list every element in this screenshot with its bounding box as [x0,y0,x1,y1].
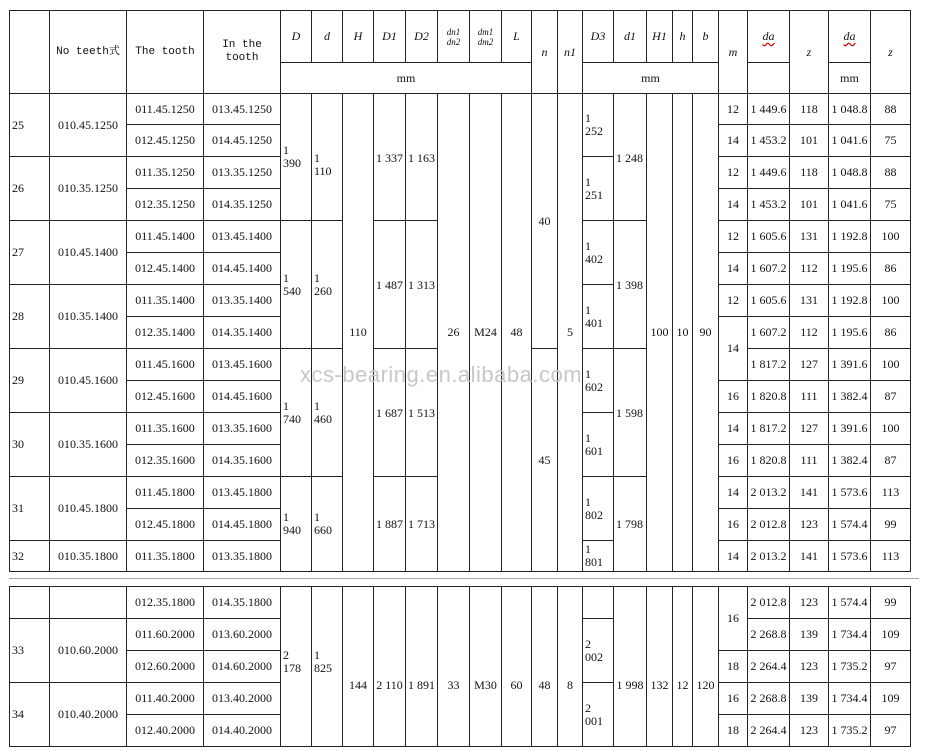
row-number: 31 [10,477,50,541]
dim-d: 1 660 [312,477,343,572]
in-tooth-code: 013.45.1400 [204,221,281,253]
tooth-code: 012.35.1400 [127,317,204,349]
module-m: 14 [719,413,748,445]
page-break-line [9,578,919,579]
header-D3: D3 [583,11,614,63]
tip-diameter: 2 013.2 [748,477,790,509]
in-tooth-code: 014.60.2000 [204,651,281,683]
row-number: 27 [10,221,50,285]
teeth-count: 131 [790,285,829,317]
teeth-count: 127 [790,349,829,381]
teeth-count: 139 [790,683,829,715]
module-m: 18 [719,651,748,683]
in-tooth-code: 014.40.2000 [204,715,281,747]
teeth-count: 111 [790,381,829,413]
inner-teeth-count: 97 [871,715,911,747]
in-tooth-code: 013.45.1600 [204,349,281,381]
dim-D2: 1 891 [406,587,438,747]
module-m: 12 [719,285,748,317]
header-unit-mm: mm [829,63,871,94]
tooth-code: 012.35.1800 [127,587,204,619]
tip-diameter: 1 605.6 [748,285,790,317]
header-dn [438,11,470,63]
inner-tip-diameter: 1 048.8 [829,94,871,125]
tip-diameter: 1 820.8 [748,445,790,477]
inner-teeth-count: 109 [871,619,911,651]
in-tooth-code: 013.45.1800 [204,477,281,509]
module-m: 16 [719,445,748,477]
header-b: b [693,11,719,63]
no-teeth-code: 010.45.1250 [50,94,127,157]
inner-tip-diameter: 1 391.6 [829,413,871,445]
tip-diameter: 2 264.4 [748,715,790,747]
row-number: 32 [10,541,50,572]
dim-D3: 2 001 [583,683,614,747]
dim-d: 1 110 [312,94,343,221]
in-tooth-code: 014.35.1600 [204,445,281,477]
dim-b: 90 [693,94,719,572]
dim-n: 45 [532,349,558,572]
dim-D1: 1 887 [374,477,406,572]
tooth-code: 012.60.2000 [127,651,204,683]
header-dn-bottom: dn2 [446,36,461,47]
header-the-tooth: The tooth [127,11,204,94]
tip-diameter: 1 605.6 [748,221,790,253]
dim-d: 1 260 [312,221,343,349]
in-tooth-code: 014.45.1800 [204,509,281,541]
teeth-count: 101 [790,125,829,157]
tooth-code: 012.35.1250 [127,189,204,221]
tip-diameter: 2 012.8 [748,587,790,619]
in-tooth-code: 013.35.1600 [204,413,281,445]
dim-D: 1 740 [281,349,312,477]
inner-teeth-count: 109 [871,683,911,715]
tooth-code: 011.40.2000 [127,683,204,715]
module-m: 16 [719,381,748,413]
teeth-count: 123 [790,651,829,683]
tip-diameter: 1 449.6 [748,94,790,125]
tip-diameter: 1 817.2 [748,349,790,381]
dim-D3: 2 002 [583,619,614,683]
tooth-code: 012.35.1600 [127,445,204,477]
header-no-teeth: No teeth式 [50,11,127,94]
module-m: 12 [719,94,748,125]
tooth-code: 012.40.2000 [127,715,204,747]
header-dm-bottom: dm2 [477,36,494,47]
dim-D: 1 390 [281,94,312,221]
tooth-code: 011.60.2000 [127,619,204,651]
tooth-code: 011.45.1600 [127,349,204,381]
in-tooth-code: 014.35.1400 [204,317,281,349]
tip-diameter: 2 264.4 [748,651,790,683]
inner-tip-diameter: 1 041.6 [829,189,871,221]
tip-diameter: 2 012.8 [748,509,790,541]
dim-h: 12 [673,587,693,747]
header-dn-top: dn1 [446,26,461,37]
no-teeth-code: 010.40.2000 [50,683,127,747]
header-da-inner: da [829,11,871,63]
dim-D: 2 178 [281,587,312,747]
dim-D3: 1 601 [583,413,614,477]
header-z: z [790,11,829,94]
inner-tip-diameter: 1 573.6 [829,477,871,509]
dim-d: 1 460 [312,349,343,477]
header-d: d [312,11,343,63]
dim-H1: 132 [647,587,673,747]
dim-d1: 1 798 [614,477,647,572]
dim-D3: 1 251 [583,157,614,221]
row-number: 28 [10,285,50,349]
dim-D: 1 540 [281,221,312,349]
module-m: 14 [719,189,748,221]
tooth-code: 011.35.1400 [127,285,204,317]
dim-D1: 2 110 [374,587,406,747]
in-tooth-code: 013.35.1250 [204,157,281,189]
inner-teeth-count: 99 [871,509,911,541]
dim-d1: 1 248 [614,94,647,221]
dim-L: 60 [502,587,532,747]
tip-diameter: 2 268.8 [748,683,790,715]
dim-D1: 1 687 [374,349,406,477]
tip-diameter: 1 453.2 [748,125,790,157]
header-n: n [532,11,558,94]
no-teeth-code: 010.45.1400 [50,221,127,285]
tip-diameter: 1 820.8 [748,381,790,413]
dim-d1: 1 998 [614,587,647,747]
header-da: da [748,11,790,63]
inner-teeth-count: 86 [871,317,911,349]
module-m: 16 [719,587,748,651]
teeth-count: 139 [790,619,829,651]
header-D: D [281,11,312,63]
dim-b: 120 [693,587,719,747]
watermark: xcs-bearing.en.alibaba.com [300,362,583,387]
inner-teeth-count: 75 [871,125,911,157]
inner-teeth-count: 97 [871,651,911,683]
header-m: m [719,11,748,94]
dim-D1: 1 487 [374,221,406,349]
module-m: 12 [719,157,748,189]
header-dm [470,11,502,63]
dim-n1: 8 [558,587,583,747]
module-m: 14 [719,541,748,572]
teeth-count: 127 [790,413,829,445]
row-number [10,587,50,619]
teeth-count: 131 [790,221,829,253]
bearing-spec-table-top [9,10,911,572]
header-d1: d1 [614,11,647,63]
dim-D3: 1 401 [583,285,614,349]
inner-tip-diameter: 1 573.6 [829,541,871,572]
dim-D: 1 940 [281,477,312,572]
dim-n: 48 [532,587,558,747]
teeth-count: 141 [790,477,829,509]
header-H: H [343,11,374,63]
in-tooth-code: 014.45.1400 [204,253,281,285]
teeth-count: 118 [790,94,829,125]
inner-tip-diameter: 1 048.8 [829,157,871,189]
header-h: h [673,11,693,63]
dim-D3: 1 801 [583,541,614,572]
no-teeth-code [50,587,127,619]
header-in-the-tooth: In the tooth [204,11,281,94]
tooth-code: 012.45.1800 [127,509,204,541]
header-unit-mm: mm [281,63,532,94]
dim-D2: 1 713 [406,477,438,572]
in-tooth-code: 014.35.1800 [204,587,281,619]
dim-d1: 1 398 [614,221,647,349]
inner-teeth-count: 100 [871,221,911,253]
tip-diameter: 1 607.2 [748,253,790,285]
dim-n1: 5 [558,94,583,572]
inner-teeth-count: 87 [871,445,911,477]
module-m: 18 [719,715,748,747]
inner-tip-diameter: 1 041.6 [829,125,871,157]
dim-dn: 26 [438,94,470,572]
row-number: 25 [10,94,50,157]
no-teeth-code: 010.35.1800 [50,541,127,572]
dim-D3: 1 402 [583,221,614,285]
tip-diameter: 1 449.6 [748,157,790,189]
in-tooth-code: 013.35.1800 [204,541,281,572]
header-H1: H1 [647,11,673,63]
tip-diameter: 1 817.2 [748,413,790,445]
dim-D3: 1 802 [583,477,614,541]
inner-tip-diameter: 1 382.4 [829,381,871,413]
dim-D2: 1 163 [406,94,438,221]
dim-d: 1 825 [312,587,343,747]
module-m: 16 [719,509,748,541]
module-m: 14 [719,253,748,285]
inner-tip-diameter: 1 195.6 [829,317,871,349]
tooth-code: 012.45.1400 [127,253,204,285]
inner-teeth-count: 100 [871,349,911,381]
dim-d1: 1 598 [614,349,647,477]
row-number: 34 [10,683,50,747]
in-tooth-code: 014.45.1250 [204,125,281,157]
dim-H: 110 [343,94,374,572]
bearing-spec-table-bottom [9,586,911,747]
module-m: 14 [719,125,748,157]
tip-diameter: 1 453.2 [748,189,790,221]
no-teeth-code: 010.45.1600 [50,349,127,413]
header-D2: D2 [406,11,438,63]
row-number: 30 [10,413,50,477]
dim-L: 48 [502,94,532,572]
dim-h: 10 [673,94,693,572]
inner-tip-diameter: 1 574.4 [829,509,871,541]
inner-tip-diameter: 1 735.2 [829,715,871,747]
inner-teeth-count: 86 [871,253,911,285]
teeth-count: 112 [790,253,829,285]
header-n1: n1 [558,11,583,94]
no-teeth-code: 010.60.2000 [50,619,127,683]
tooth-code: 011.45.1250 [127,94,204,125]
tooth-code: 011.45.1800 [127,477,204,509]
header-blank [10,11,50,94]
dim-n: 40 [532,94,558,349]
header-unit-mm: mm [583,63,719,94]
inner-teeth-count: 99 [871,587,911,619]
module-m: 14 [719,317,748,381]
teeth-count: 123 [790,587,829,619]
in-tooth-code: 013.40.2000 [204,683,281,715]
inner-tip-diameter: 1 734.4 [829,619,871,651]
teeth-count: 141 [790,541,829,572]
inner-teeth-count: 100 [871,413,911,445]
inner-teeth-count: 88 [871,94,911,125]
in-tooth-code: 013.60.2000 [204,619,281,651]
inner-teeth-count: 100 [871,285,911,317]
module-m: 14 [719,477,748,509]
dim-dn: 33 [438,587,470,747]
tooth-code: 012.45.1250 [127,125,204,157]
no-teeth-code: 010.35.1250 [50,157,127,221]
tooth-code: 011.35.1600 [127,413,204,445]
inner-teeth-count: 113 [871,541,911,572]
tip-diameter: 2 013.2 [748,541,790,572]
dim-H1: 100 [647,94,673,572]
tooth-code: 012.45.1600 [127,381,204,413]
inner-tip-diameter: 1 192.8 [829,285,871,317]
teeth-count: 111 [790,445,829,477]
tooth-code: 011.45.1400 [127,221,204,253]
teeth-count: 123 [790,715,829,747]
dim-D2: 1 313 [406,221,438,349]
tip-diameter: 2 268.8 [748,619,790,651]
no-teeth-code: 010.45.1800 [50,477,127,541]
header-z-inner: z [871,11,911,94]
inner-tip-diameter: 1 192.8 [829,221,871,253]
in-tooth-code: 014.35.1250 [204,189,281,221]
module-m: 12 [719,221,748,253]
module-m: 16 [719,683,748,715]
teeth-count: 118 [790,157,829,189]
in-tooth-code: 013.45.1250 [204,94,281,125]
inner-teeth-count: 87 [871,381,911,413]
teeth-count: 101 [790,189,829,221]
inner-tip-diameter: 1 195.6 [829,253,871,285]
dim-D3: 1 602 [583,349,614,413]
header-dm-top: dm1 [477,26,494,37]
inner-tip-diameter: 1 574.4 [829,587,871,619]
header-L: L [502,11,532,63]
row-number: 29 [10,349,50,413]
row-number: 26 [10,157,50,221]
tip-diameter: 1 607.2 [748,317,790,349]
row-number: 33 [10,619,50,683]
inner-tip-diameter: 1 734.4 [829,683,871,715]
dim-D2: 1 513 [406,349,438,477]
teeth-count: 112 [790,317,829,349]
inner-teeth-count: 113 [871,477,911,509]
inner-tip-diameter: 1 382.4 [829,445,871,477]
inner-tip-diameter: 1 391.6 [829,349,871,381]
dim-D1: 1 337 [374,94,406,221]
tooth-code: 011.35.1800 [127,541,204,572]
dim-H: 144 [343,587,374,747]
dim-dm: M30 [470,587,502,747]
dim-D3: 1 252 [583,94,614,157]
inner-tip-diameter: 1 735.2 [829,651,871,683]
header-D1: D1 [374,11,406,63]
no-teeth-code: 010.35.1600 [50,413,127,477]
tooth-code: 011.35.1250 [127,157,204,189]
teeth-count: 123 [790,509,829,541]
dim-dm: M24 [470,94,502,572]
in-tooth-code: 013.35.1400 [204,285,281,317]
in-tooth-code: 014.45.1600 [204,381,281,413]
inner-teeth-count: 75 [871,189,911,221]
header-da-blank [748,63,790,94]
dim-D3 [583,587,614,619]
inner-teeth-count: 88 [871,157,911,189]
no-teeth-code: 010.35.1400 [50,285,127,349]
